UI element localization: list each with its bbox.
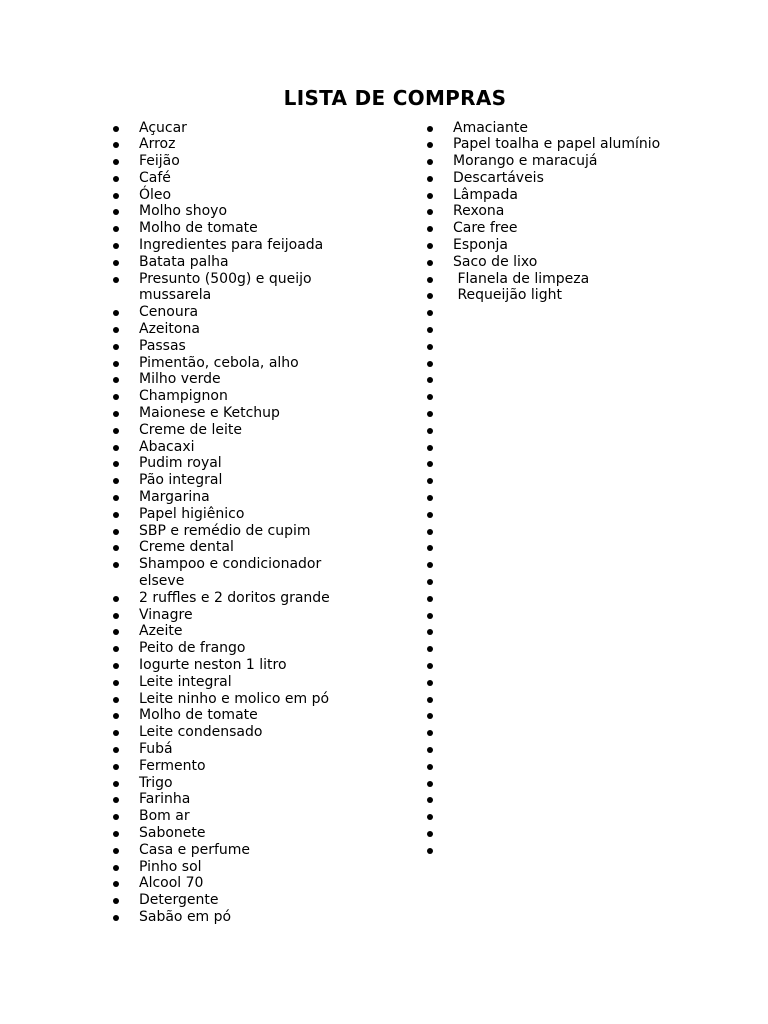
list-item (113, 623, 348, 640)
list-item (113, 422, 348, 439)
list-item (427, 254, 747, 271)
bullet-icon (427, 209, 433, 215)
right-shopping-list (427, 120, 747, 859)
bullet-icon (113, 747, 119, 753)
list-item (427, 371, 747, 388)
bullet-icon (427, 831, 433, 837)
list-item-text: Presunto (500g) e queijo mussarela (139, 270, 317, 304)
bullet-icon (113, 344, 119, 350)
list-item (113, 355, 348, 372)
list-item-text: Iogurte neston 1 litro (139, 657, 287, 673)
list-item (427, 775, 747, 792)
list-item-text: Papel toalha e papel alumínio (453, 136, 661, 153)
bullet-icon (113, 495, 119, 501)
list-item-text: Pimentão, cebola, alho (139, 354, 299, 371)
list-item-text: Leite integral (139, 673, 232, 690)
bullet-icon (427, 848, 433, 854)
list-item-text: Fubá (139, 740, 173, 757)
list-item (113, 153, 348, 170)
bullet-icon (427, 260, 433, 266)
bullet-icon (427, 394, 433, 400)
list-item-text: Care free (453, 220, 518, 237)
list-item (113, 271, 348, 305)
list-item (427, 657, 747, 674)
bullet-icon (427, 142, 433, 148)
bullet-icon (427, 680, 433, 686)
bullet-icon (113, 629, 119, 635)
list-item (113, 758, 348, 775)
list-item-text: Alcool 70 (139, 875, 204, 892)
list-item (113, 371, 348, 388)
document-title: LISTA DE COMPRAS (283, 86, 507, 110)
bullet-icon (427, 579, 433, 585)
bullet-icon (113, 310, 119, 316)
list-item (113, 808, 348, 825)
bullet-icon (113, 411, 119, 417)
bullet-icon (113, 797, 119, 803)
list-item (113, 875, 348, 892)
list-item (427, 707, 747, 724)
bullet-icon (113, 445, 119, 451)
list-item-text: Casa e perfume (139, 841, 251, 858)
list-item-text: Requeijão light (453, 287, 562, 304)
list-item-text: Champignon (139, 388, 228, 405)
list-item-text: Pudim royal (139, 455, 222, 472)
list-item (427, 724, 747, 741)
bullet-icon (427, 293, 433, 299)
bullet-icon (427, 797, 433, 803)
list-item (427, 640, 747, 657)
list-item-text: Leite condensado (139, 724, 263, 741)
bullet-icon (113, 478, 119, 484)
list-item (427, 304, 747, 321)
bullet-icon (427, 193, 433, 199)
bullet-icon (427, 562, 433, 568)
bullet-icon (427, 814, 433, 820)
list-item-text: Lâmpada (453, 186, 518, 203)
bullet-icon (113, 226, 119, 232)
bullet-icon (113, 663, 119, 669)
list-item (113, 439, 348, 456)
list-item (427, 203, 747, 220)
list-item (113, 640, 348, 657)
list-item (427, 321, 747, 338)
bullet-icon (113, 461, 119, 467)
list-item (427, 271, 747, 288)
list-item (427, 220, 747, 237)
bullet-icon (113, 881, 119, 887)
bullet-icon (427, 361, 433, 367)
list-item-text: Descartáveis (453, 169, 544, 186)
list-item (113, 489, 348, 506)
bullet-icon (113, 646, 119, 652)
list-item (113, 691, 348, 708)
list-item-text: Pão integral (139, 472, 223, 489)
list-item (427, 187, 747, 204)
list-item-text: Fermento (139, 757, 206, 774)
list-item (113, 120, 348, 137)
list-item (427, 136, 747, 153)
list-item-text: Sabão em pó (139, 908, 232, 925)
list-item (427, 422, 747, 439)
bullet-icon (113, 680, 119, 686)
list-item (427, 573, 747, 590)
bullet-icon (427, 461, 433, 467)
list-item (427, 405, 747, 422)
bullet-icon (113, 764, 119, 770)
list-item-text: Creme de leite (139, 421, 242, 438)
list-item (427, 170, 747, 187)
bullet-icon (113, 545, 119, 551)
bullet-icon (427, 713, 433, 719)
list-item-text: Abacaxi (139, 438, 195, 455)
list-item-text: SBP e remédio de cupim (139, 522, 311, 539)
list-item (427, 472, 747, 489)
list-item-text: Molho shoyo (139, 203, 228, 220)
list-item (113, 254, 348, 271)
list-item (427, 287, 747, 304)
list-item (427, 355, 747, 372)
list-item-text: 2 ruffles e 2 doritos grande (139, 589, 330, 606)
bullet-icon (113, 277, 119, 283)
bullet-icon (113, 596, 119, 602)
bullet-icon (113, 377, 119, 383)
list-item (113, 707, 348, 724)
list-item-text: Margarina (139, 489, 210, 506)
list-item (113, 220, 348, 237)
list-item-text: Shampoo e condicionador elseve (139, 556, 326, 590)
list-item (427, 741, 747, 758)
bullet-icon (113, 209, 119, 215)
list-item-text: Leite ninho e molico em pó (139, 690, 330, 707)
list-item (113, 607, 348, 624)
bullet-icon (427, 697, 433, 703)
list-item (113, 892, 348, 909)
bullet-icon (113, 848, 119, 854)
list-item-text: Feijão (139, 153, 180, 170)
left-shopping-list (113, 120, 348, 926)
bullet-icon (113, 428, 119, 434)
bullet-icon (427, 663, 433, 669)
list-item-text: Esponja (453, 237, 508, 254)
bullet-icon (427, 781, 433, 787)
list-item (113, 388, 348, 405)
list-item-text: Molho de tomate (139, 220, 258, 237)
list-item (113, 539, 348, 556)
list-item (113, 187, 348, 204)
list-item (113, 859, 348, 876)
list-item (113, 170, 348, 187)
list-item (427, 791, 747, 808)
list-item (113, 674, 348, 691)
list-item (427, 691, 747, 708)
bullet-icon (113, 562, 119, 568)
list-item-text: Azeite (139, 623, 183, 640)
bullet-icon (113, 781, 119, 787)
list-item (427, 523, 747, 540)
bullet-icon (427, 310, 433, 316)
list-item (113, 472, 348, 489)
bullet-icon (427, 512, 433, 518)
list-item-text: Peito de frango (139, 640, 246, 657)
list-item (427, 489, 747, 506)
bullet-icon (427, 176, 433, 182)
list-item (427, 758, 747, 775)
list-item (113, 405, 348, 422)
list-item (113, 842, 348, 859)
list-item (113, 203, 348, 220)
bullet-icon (113, 361, 119, 367)
list-item-text: Café (139, 169, 171, 186)
list-item (427, 590, 747, 607)
list-item (113, 724, 348, 741)
bullet-icon (113, 865, 119, 871)
bullet-icon (113, 243, 119, 249)
list-item (113, 237, 348, 254)
bullet-icon (427, 596, 433, 602)
list-item (113, 506, 348, 523)
bullet-icon (427, 377, 433, 383)
bullet-icon (427, 159, 433, 165)
bullet-icon (427, 344, 433, 350)
list-item (427, 539, 747, 556)
list-item-text: Creme dental (139, 539, 234, 556)
bullet-icon (427, 545, 433, 551)
bullet-icon (427, 327, 433, 333)
list-item (113, 909, 348, 926)
list-item (113, 556, 348, 590)
list-item-text: Morango e maracujá (453, 153, 598, 170)
list-item (427, 120, 747, 137)
list-item (113, 455, 348, 472)
bullet-icon (113, 730, 119, 736)
list-item (113, 775, 348, 792)
list-item (427, 842, 747, 859)
list-item (113, 791, 348, 808)
bullet-icon (113, 176, 119, 182)
bullet-icon (113, 126, 119, 132)
list-item-text: Cenoura (139, 304, 199, 321)
list-item-text: Azeitona (139, 321, 200, 338)
bullet-icon (113, 142, 119, 148)
bullet-icon (427, 277, 433, 283)
list-item (113, 304, 348, 321)
list-item (427, 455, 747, 472)
bullet-icon (427, 411, 433, 417)
list-item-text: Vinagre (139, 606, 193, 623)
bullet-icon (427, 764, 433, 770)
list-item (113, 741, 348, 758)
list-item-text: Ingredientes para feijoada (139, 237, 324, 254)
bullet-icon (113, 713, 119, 719)
list-item-text: Saco de lixo (453, 253, 538, 270)
list-item-text: Trigo (139, 774, 173, 791)
list-item (427, 338, 747, 355)
list-item-text: Amaciante (453, 119, 528, 136)
list-item (113, 825, 348, 842)
list-item-text: Óleo (139, 186, 172, 203)
list-item-text: Arroz (139, 136, 176, 153)
bullet-icon (427, 747, 433, 753)
bullet-icon (113, 697, 119, 703)
list-item (113, 136, 348, 153)
list-item-text: Rexona (453, 203, 505, 220)
bullet-icon (427, 226, 433, 232)
list-item (427, 674, 747, 691)
bullet-icon (113, 529, 119, 535)
bullet-icon (113, 915, 119, 921)
list-item-text: Milho verde (139, 371, 221, 388)
bullet-icon (427, 478, 433, 484)
list-item (427, 153, 747, 170)
list-item (427, 388, 747, 405)
bullet-icon (427, 428, 433, 434)
bullet-icon (427, 730, 433, 736)
bullet-icon (113, 831, 119, 837)
bullet-icon (113, 394, 119, 400)
list-item (113, 321, 348, 338)
list-item (113, 657, 348, 674)
bullet-icon (427, 126, 433, 132)
bullet-icon (113, 327, 119, 333)
list-item-text: Flanela de limpeza (453, 270, 590, 287)
list-item (427, 439, 747, 456)
bullet-icon (113, 613, 119, 619)
list-item (427, 808, 747, 825)
bullet-icon (427, 243, 433, 249)
list-item-text: Papel higiênico (139, 505, 245, 522)
list-item-text: Açucar (139, 119, 187, 136)
list-item (427, 623, 747, 640)
list-item (113, 590, 348, 607)
bullet-icon (427, 613, 433, 619)
list-item-text: Bom ar (139, 808, 190, 825)
bullet-icon (427, 495, 433, 501)
bullet-icon (113, 159, 119, 165)
list-item (427, 607, 747, 624)
bullet-icon (113, 898, 119, 904)
list-item-text: Batata palha (139, 253, 229, 270)
bullet-icon (427, 646, 433, 652)
list-item (427, 556, 747, 573)
bullet-icon (427, 629, 433, 635)
bullet-icon (427, 445, 433, 451)
bullet-icon (113, 260, 119, 266)
list-item (113, 338, 348, 355)
list-item-text: Detergente (139, 892, 219, 909)
list-item-text: Molho de tomate (139, 707, 258, 724)
list-item-text: Maionese e Ketchup (139, 405, 280, 422)
list-item (427, 237, 747, 254)
list-item-text: Passas (139, 337, 186, 354)
list-item-text: Sabonete (139, 824, 206, 841)
list-item-text: Pinho sol (139, 858, 202, 875)
bullet-icon (113, 193, 119, 199)
list-item-text: Farinha (139, 791, 191, 808)
list-item (427, 506, 747, 523)
bullet-icon (427, 529, 433, 535)
bullet-icon (113, 512, 119, 518)
list-item (427, 825, 747, 842)
bullet-icon (113, 814, 119, 820)
list-item (113, 523, 348, 540)
